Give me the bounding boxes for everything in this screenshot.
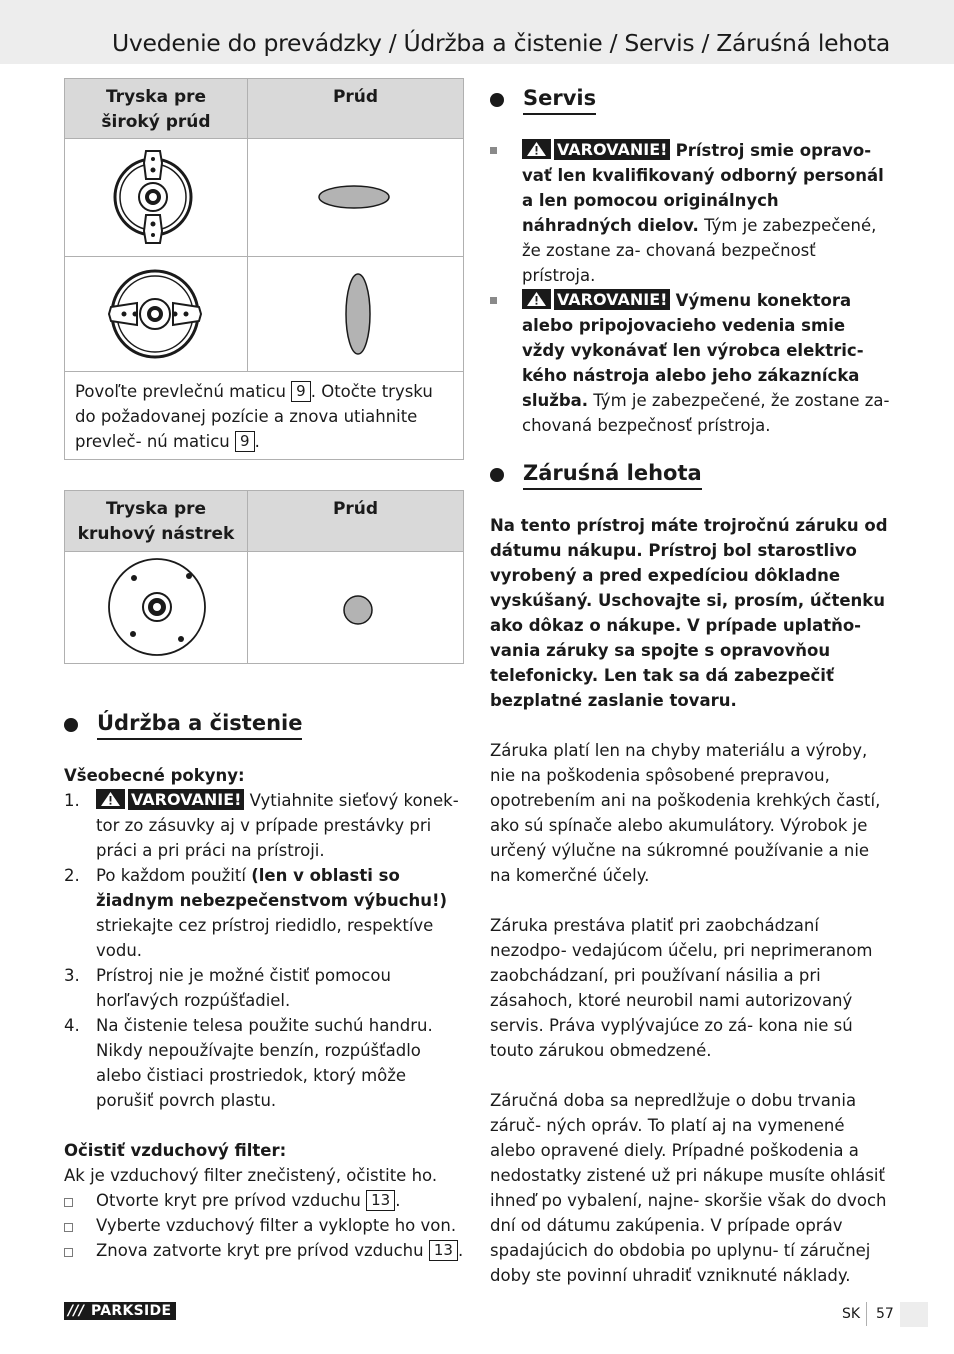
subheading-filter: Očistiť vzduchový filter: — [64, 1141, 287, 1160]
warning-badge — [522, 139, 670, 160]
section-heading-warranty — [490, 459, 702, 490]
stream-image-cell — [248, 552, 463, 663]
brand-logo — [64, 1302, 176, 1320]
maintenance-body — [64, 763, 466, 1263]
list-text: Prístroj nie je možné čistiť pomocou horľavých rozpúšťadiel. — [96, 966, 391, 1010]
list-item — [490, 288, 890, 438]
bullet-dot-icon — [490, 468, 504, 482]
heading-text: Záruśná lehota — [523, 459, 702, 490]
warranty-paragraph: Záruka platí len na chyby materiálu a výroby, nie na poškodenia spôsobené prepravou, opotrebením ani na poškodenia krehkých častí, ako sú spínače alebo akumulátory. Výrobok je určený výlučne na súkromné používanie a nie na komerčné účely. — [490, 741, 881, 885]
logo-slashes: /// — [68, 1303, 85, 1319]
table-header-stream: Prúd — [332, 499, 379, 519]
square-bullet-icon — [490, 297, 497, 304]
list-number: 3. — [64, 966, 80, 985]
warning-triangle-icon — [522, 139, 551, 159]
nozzle-wide-horizontal-icon — [65, 139, 248, 257]
table-header-row — [65, 491, 463, 552]
warning-label: VAROVANIE! — [128, 789, 244, 810]
table-header-stream: Prúd — [332, 87, 379, 107]
list-text-bold: (len v oblasti so žiadnym nebezpečenstvom výbuchu!) — [96, 866, 448, 910]
page-number: 57 — [876, 1306, 894, 1322]
warranty-body — [490, 513, 892, 1288]
page-tab-marker — [900, 1302, 928, 1327]
checkbox-icon — [64, 1248, 73, 1257]
table-note — [65, 372, 463, 459]
warranty-paragraph: Záručná doba sa nepredlžuje o dobu trvania záruč- ných opráv. To platí aj na vymenené alebo opravené diely. Prípadné poškodenia a nedostatky zistené už pri nákupe musíte ohlásiť ihneď po vybalení, najne- skoršie však do dvoch dní od dátumu zakúpenia. V prípade opráv spadajúcich do obdobia po uplynu- tí záručnej doby ste povinní uhradiť vzniknuté náklady. — [490, 1091, 887, 1285]
list-number: 2. — [64, 866, 80, 885]
table-note-row — [65, 372, 463, 459]
note-text: Povoľte prevlečnú maticu — [75, 382, 286, 401]
nozzle-table-round — [64, 490, 464, 664]
warning-triangle-icon — [522, 289, 551, 309]
nozzle-table-wide — [64, 78, 464, 460]
bullet-dot-icon — [64, 718, 78, 732]
list-text: Vyberte vzduchový filter a vyklopte ho von. — [96, 1216, 457, 1235]
stream-image-cell — [248, 257, 463, 371]
list-text: striekajte cez prístroj riedidlo, respektíve vodu. — [96, 916, 434, 960]
list-item — [64, 863, 466, 963]
logo-text: PARKSIDE — [91, 1303, 172, 1319]
service-body — [490, 138, 890, 438]
list-text: Vytiahnite sieťový konek- tor zo zásuvky aj v prípade prestávky pri práci a pri práci na prístroji. — [96, 791, 459, 860]
warning-badge — [96, 789, 244, 810]
list-text-bold: Prístroj smie opravo- vať len kvalifikovaný odborný personál a len pomocou originálnych náhradných dielov. — [522, 141, 884, 235]
filter-intro: Ak je vzduchový filter znečistený, očistite ho. — [64, 1166, 438, 1185]
header-line: kruhový nástrek — [77, 524, 235, 544]
section-heading-service — [490, 84, 596, 115]
section-heading-maintenance — [64, 709, 302, 740]
warning-triangle-icon — [96, 789, 125, 809]
part-number-box: 13 — [429, 1240, 458, 1261]
part-number-box: 9 — [291, 381, 311, 402]
stream-image-cell — [248, 139, 463, 256]
list-item — [64, 1013, 466, 1113]
spray-pattern-icon — [248, 257, 463, 372]
warranty-intro: Na tento prístroj máte trojročnú záruku od dátumu nákupu. Prístroj bol starostlivo vyrobený a pred expedíciou dôkladne vyskúšaný. Uschovajte si, prosím, účtenku ako dôkaz o nákupe. V prípade uplatňo- vania záruky sa spojte s opravovňou telefonicky. Len tak sa dá zabezpečiť bezplatné zaslanie tovaru. — [490, 516, 888, 710]
list-text: Tým je zabezpečené, že zostane za- chovaná bezpečnosť prístroja. — [522, 216, 877, 285]
list-text-bold: Výmenu konektora alebo pripojovacieho vedenia smie vždy vykonávať len výrobca elektric- kého nástroja alebo jeho zákaznícka služba. — [522, 291, 864, 410]
spray-pattern-icon — [248, 552, 463, 663]
spray-pattern-icon — [248, 139, 463, 257]
part-number-box: 13 — [366, 1190, 395, 1211]
warning-badge — [522, 289, 670, 310]
list-number: 4. — [64, 1016, 80, 1035]
table-row — [65, 257, 463, 372]
nozzle-wide-vertical-icon — [65, 257, 248, 372]
heading-text: Servis — [523, 84, 596, 115]
list-text: . — [457, 1241, 464, 1260]
list-item — [64, 1188, 466, 1213]
checkbox-icon — [64, 1198, 73, 1207]
page-title: Uvedenie do prevádzky / Údržba a čistenie / Servis / Záruśná lehota — [112, 29, 890, 57]
header-line: široký prúd — [101, 112, 211, 132]
table-header-nozzle — [65, 491, 248, 551]
table-row — [65, 552, 463, 663]
warning-label: VAROVANIE! — [554, 289, 670, 310]
note-text: . Otočte trysku do požadovanej pozície a znova utiahnite prevleč- — [75, 382, 433, 451]
nozzle-image-cell — [65, 552, 248, 663]
table-header-row — [65, 79, 463, 139]
list-item — [64, 963, 466, 1013]
checkbox-icon — [64, 1223, 73, 1232]
list-text: Tým je zabezpečené, že zostane za- chovaná bezpečnosť prístroja. — [522, 391, 890, 435]
list-item — [490, 138, 890, 288]
bullet-dot-icon — [490, 93, 504, 107]
list-text: Otvorte kryt pre prívod vzduchu — [96, 1191, 361, 1210]
list-text: Na čistenie telesa použite suchú handru. Nikdy nepoužívajte benzín, rozpúšťadlo alebo čistiaci prostriedok, ktorý môže porušiť povrch plastu. — [96, 1016, 433, 1110]
nozzle-image-cell — [65, 139, 248, 256]
list-item — [64, 1238, 466, 1263]
square-bullet-icon — [490, 147, 497, 154]
language-code: SK — [842, 1306, 861, 1322]
footer-divider — [866, 1302, 867, 1326]
heading-text: Údržba a čistenie — [97, 709, 302, 740]
warning-label: VAROVANIE! — [554, 139, 670, 160]
list-item — [64, 1213, 466, 1238]
header-line: Tryska pre — [105, 499, 207, 519]
nozzle-image-cell — [65, 257, 248, 371]
subheading-general: Všeobecné pokyny: — [64, 766, 245, 785]
warranty-paragraph: Záruka prestáva platiť pri zaobchádzaní nezodpo- vedajúcom účelu, pri neprimeranom zaobchádzaní, pri používaní násilia a pri zásahoch, ktoré neurobil nami autorizovaný servis. Práva vyplývajúce zo zá- kona nie sú touto zárukou obmedzené. — [490, 916, 873, 1060]
list-item — [64, 788, 466, 863]
part-number-box: 9 — [235, 431, 255, 452]
header-line: Tryska pre — [105, 87, 207, 107]
note-text: . — [254, 432, 260, 451]
list-text: Po každom použití — [96, 866, 246, 885]
table-header-nozzle — [65, 79, 248, 138]
nozzle-round-icon — [65, 552, 248, 663]
list-text: . — [395, 1191, 401, 1210]
table-row — [65, 139, 463, 257]
list-number: 1. — [64, 791, 80, 810]
list-text: Znova zatvorte kryt pre prívod vzduchu — [96, 1241, 424, 1260]
note-text: nú maticu — [146, 432, 230, 451]
